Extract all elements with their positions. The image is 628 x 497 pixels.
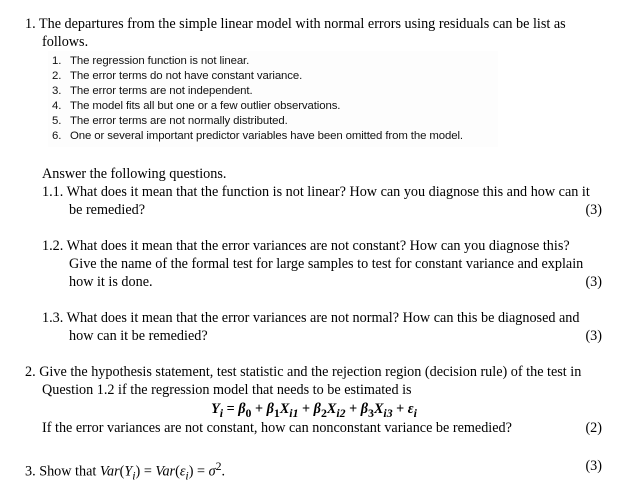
list-item: 6. One or several important predictor variables have been omitted from the model.	[52, 130, 463, 142]
q3-points: (3)	[585, 458, 602, 474]
q1-3-points: (3)	[585, 328, 602, 344]
q2-line2: Question 1.2 if the regression model that needs to be estimated is	[42, 382, 412, 398]
departures-list	[48, 51, 498, 147]
q1-intro-line1: 1. The departures from the simple linear model with normal errors using residuals can be list as	[25, 16, 566, 32]
q1-1-line1: 1.1. What does it mean that the function is not linear? How can you diagnose this and how can it	[42, 184, 590, 200]
q2-line3: If the error variances are not constant, how can nonconstant variance be remedied?	[42, 420, 512, 436]
regression-equation: $Y_i = \beta_0 + \beta_1X_{i1} + \beta_2X_{i2} + \beta_3X_{i3} + \varepsilon_i$	[211, 401, 417, 420]
q1-3-line2: how can it be remedied?	[69, 328, 208, 344]
list-item: 1. The regression function is not linear.	[52, 55, 250, 67]
q1-2-line3: how it is done.	[69, 274, 153, 290]
q3-line: 3. Show that $Var(Y_i) = Var(\varepsilon_i) = \sigma^2$.	[25, 459, 226, 483]
list-item: 5. The error terms are not normally distributed.	[52, 115, 288, 127]
q1-2-line2: Give the name of the formal test for large samples to test for constant variance and explain	[69, 256, 584, 272]
answer-prompt: Answer the following questions.	[42, 166, 227, 182]
q1-2-line1: 1.2. What does it mean that the error variances are not constant? How can you diagnose this?	[42, 238, 570, 254]
q1-2-points: (3)	[585, 274, 602, 290]
list-item: 2. The error terms do not have constant variance.	[52, 70, 303, 82]
q2-line1: 2. Give the hypothesis statement, test statistic and the rejection region (decision rule) of the test in	[25, 364, 582, 380]
q1-intro-line2: follows.	[42, 34, 89, 50]
q2-points: (2)	[585, 420, 602, 436]
q1-1-points: (3)	[585, 202, 602, 218]
list-item: 3. The error terms are not independent.	[52, 85, 253, 97]
q1-1-line2: be remedied?	[69, 202, 146, 218]
q1-3-line1: 1.3. What does it mean that the error variances are not normal? How can this be diagnosed and	[42, 310, 580, 326]
list-item: 4. The model fits all but one or a few outlier observations.	[52, 100, 341, 112]
